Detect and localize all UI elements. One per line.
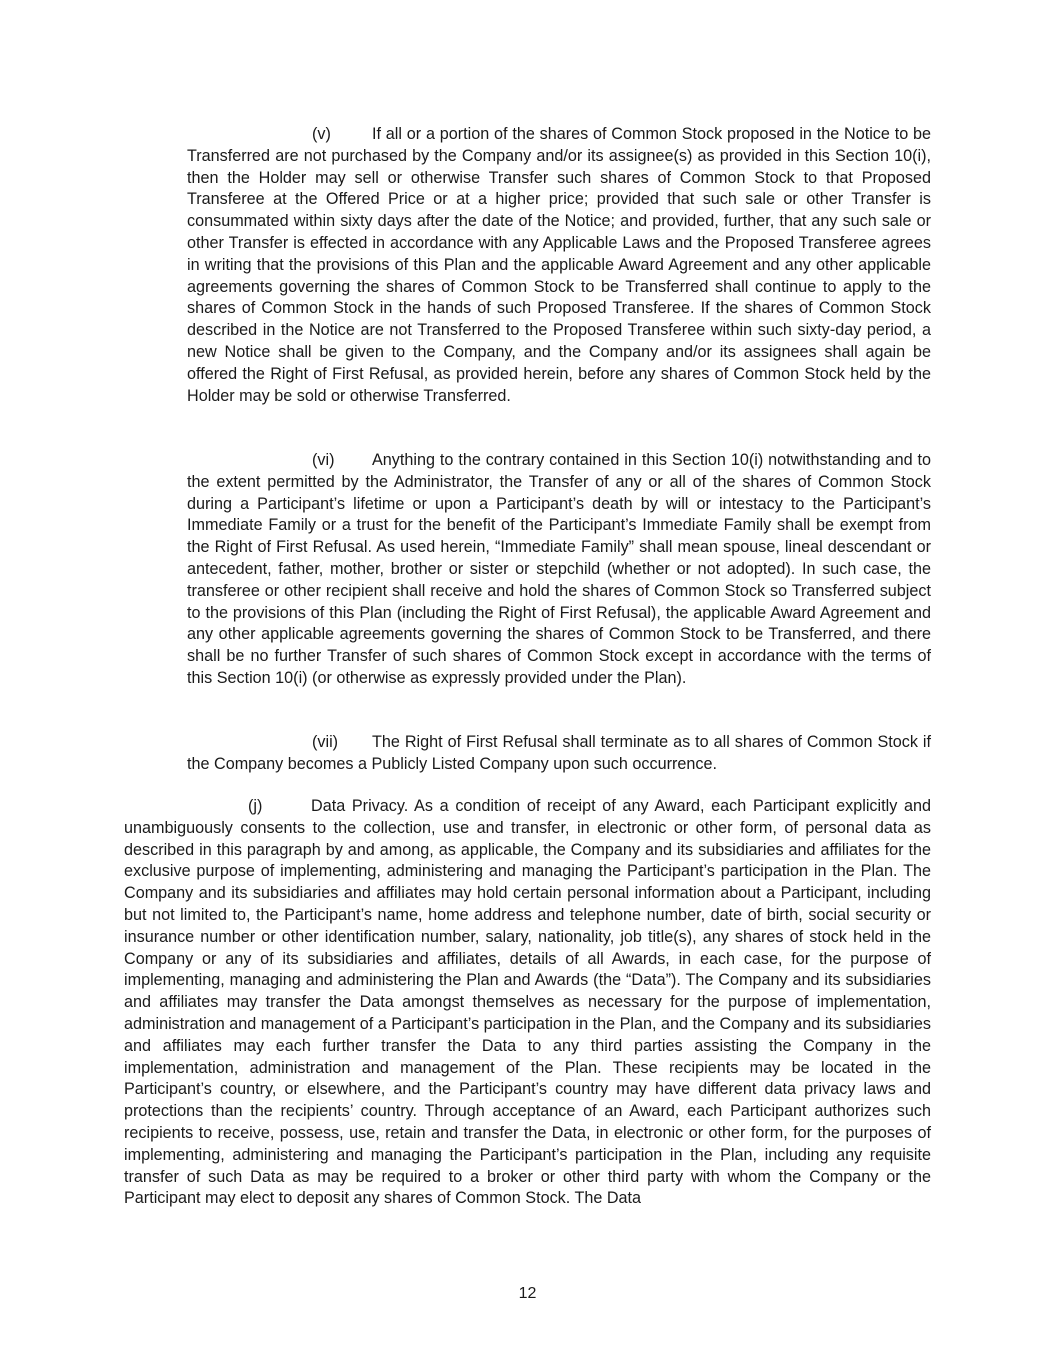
paragraph-text: The Right of First Refusal shall terminate as to all shares of Common Stock if the Company becomes a Publicly Listed Company upon such occurrence. bbox=[187, 733, 931, 773]
paragraph-j-data-privacy bbox=[124, 796, 931, 1210]
paragraph-text: Data Privacy. As a condition of receipt of any Award, each Participant explicitly and unambiguously consents to the collection, use and transfer, in electronic or other form, of personal data as described in this paragraph by and among, as applicable, the Company and its subsidiaries and affiliates for the exclusive purpose of implementing, administering and managing the Participant’s participation in the Plan. The Company and its subsidiaries and affiliates may hold certain personal information about a Participant, including but not limited to, the Participant’s name, home address and telephone number, date of birth, social security or insurance number or other identification number, salary, nationality, job title(s), any shares of stock held in the Company or any of its subsidiaries and affiliates, details of all Awards, in each case, for the purpose of implementing, managing and administering the Plan and Awards (the “Data”). The Company and its subsidiaries and affiliates may transfer the Data amongst themselves as necessary for the purpose of implementation, administration and management of a Participant’s participation in the Plan, and the Company and its subsidiaries and affiliates may each further transfer the Data to any third parties assisting the Company in the implementation, administration and management of the Plan. These recipients may be located in the Participant’s country, or elsewhere, and the Participant’s country may have different data privacy laws and protections than the recipients’ country. Through acceptance of an Award, each Participant authorizes such recipients to receive, possess, use, retain and transfer the Data, in electronic or other form, for the purposes of implementing, administering and managing the Participant’s participation in the Plan, including any requisite transfer of such Data as may be required to a broker or other third party with whom the Company or the Participant may elect to deposit any shares of Common Stock. The Data bbox=[124, 797, 931, 1208]
paragraph-vii bbox=[187, 732, 931, 776]
paragraph-label: (v) bbox=[312, 125, 331, 143]
paragraph-label: (j) bbox=[248, 797, 263, 815]
paragraph-label: (vii) bbox=[312, 733, 339, 751]
paragraph-v bbox=[187, 124, 931, 407]
paragraph-vi bbox=[187, 450, 931, 690]
paragraph-label: (vi) bbox=[312, 451, 335, 469]
paragraph-text: If all or a portion of the shares of Common Stock proposed in the Notice to be Transferred are not purchased by the Company and/or its assignee(s) as provided in this Section 10(i), then the Holder may sell or otherwise Transfer such shares of Common Stock to that Proposed Transferee at the Offered Price or at a higher price; provided that such sale or other Transfer is consummated within sixty days after the date of the Notice; and provided, further, that any such sale or other Transfer is effected in accordance with any Applicable Laws and the Proposed Transferee agrees in writing that the provisions of this Plan and the applicable Award Agreement and any other applicable agreements governing the shares of Common Stock to be Transferred shall continue to apply to the shares of Common Stock in the hands of such Proposed Transferee. If the shares of Common Stock described in the Notice are not Transferred to the Proposed Transferee within such sixty-day period, a new Notice shall be given to the Company, and the Company and/or its assignees shall again be offered the Right of First Refusal, as provided herein, before any shares of Common Stock held by the Holder may be sold or otherwise Transferred. bbox=[187, 125, 931, 405]
paragraph-text: Anything to the contrary contained in this Section 10(i) notwithstanding and to the extent permitted by the Administrator, the Transfer of any or all of the shares of Common Stock during a Participant’s lifetime or upon a Participant’s death by will or intestacy to the Participant’s Immediate Family or a trust for the benefit of the Participant’s Immediate Family shall be exempt from the Right of First Refusal. As used herein, “Immediate Family” shall mean spouse, lineal descendant or antecedent, father, mother, brother or sister or stepchild (whether or not adopted). In such case, the transferee or other recipient shall receive and hold the shares of Common Stock so Transferred subject to the provisions of this Plan (including the Right of First Refusal), the applicable Award Agreement and any other applicable agreements governing the shares of Common Stock to be Transferred, and there shall be no further Transfer of such shares of Common Stock except in accordance with the terms of this Section 10(i) (or otherwise as expressly provided under the Plan). bbox=[187, 451, 931, 687]
page-number: 12 bbox=[518, 1285, 537, 1302]
